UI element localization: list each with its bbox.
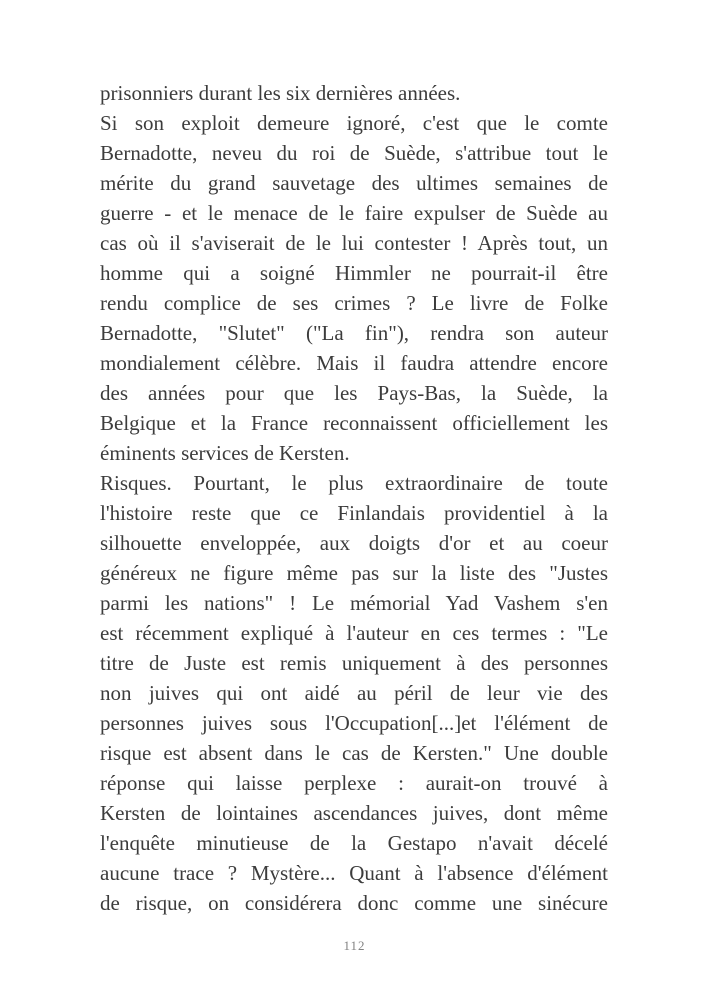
text-line: non juives qui ont aidé au péril de leur vie des [100, 681, 608, 705]
text-line: Risques. Pourtant, le plus extraordinaire de toute [100, 471, 608, 495]
text-line: des années pour que les Pays-Bas, la Suède, la [100, 381, 608, 405]
text-line: Belgique et la France reconnaissent officiellement les [100, 411, 608, 435]
text-line: généreux ne figure même pas sur la liste des "Justes [100, 561, 608, 585]
text-line: silhouette enveloppée, aux doigts d'or et au coeur [100, 531, 608, 555]
text-line: mondialement célèbre. Mais il faudra attendre encore [100, 351, 608, 375]
text-line: guerre - et le menace de le faire expulser de Suède au [100, 201, 608, 225]
text-line: aucune trace ? Mystère... Quant à l'absence d'élément [100, 861, 608, 885]
text-line: homme qui a soigné Himmler ne pourrait-il être [100, 261, 608, 285]
text-line: Bernadotte, "Slutet" ("La fin"), rendra son auteur [100, 321, 608, 345]
text-line: l'enquête minutieuse de la Gestapo n'avait décelé [100, 831, 608, 855]
text-line: Si son exploit demeure ignoré, c'est que le comte [100, 111, 608, 135]
text-line: de risque, on considérera donc comme une sinécure [100, 891, 608, 915]
text-line: Bernadotte, neveu du roi de Suède, s'attribue tout le [100, 141, 608, 165]
text-line: titre de Juste est remis uniquement à des personnes [100, 651, 608, 675]
text-line: mérite du grand sauvetage des ultimes semaines de [100, 171, 608, 195]
text-line: personnes juives sous l'Occupation[...]et l'élément de [100, 711, 608, 735]
text-line: l'histoire reste que ce Finlandais providentiel à la [100, 501, 608, 525]
text-line: Kersten de lointaines ascendances juives, dont même [100, 801, 608, 825]
page-text [100, 78, 608, 918]
text-line: est récemment expliqué à l'auteur en ces termes : "Le [100, 621, 608, 645]
text-line: réponse qui laisse perplexe : aurait-on trouvé à [100, 771, 608, 795]
page-number: 112 [343, 938, 366, 953]
text-line: parmi les nations" ! Le mémorial Yad Vashem s'en [100, 591, 608, 615]
text-line: prisonniers durant les six dernières années. [100, 81, 461, 105]
text-line: rendu complice de ses crimes ? Le livre de Folke [100, 291, 608, 315]
text-line: risque est absent dans le cas de Kersten." Une double [100, 741, 608, 765]
text-line: éminents services de Kersten. [100, 441, 350, 465]
text-line: cas où il s'aviserait de le lui contester ! Après tout, un [100, 231, 608, 255]
